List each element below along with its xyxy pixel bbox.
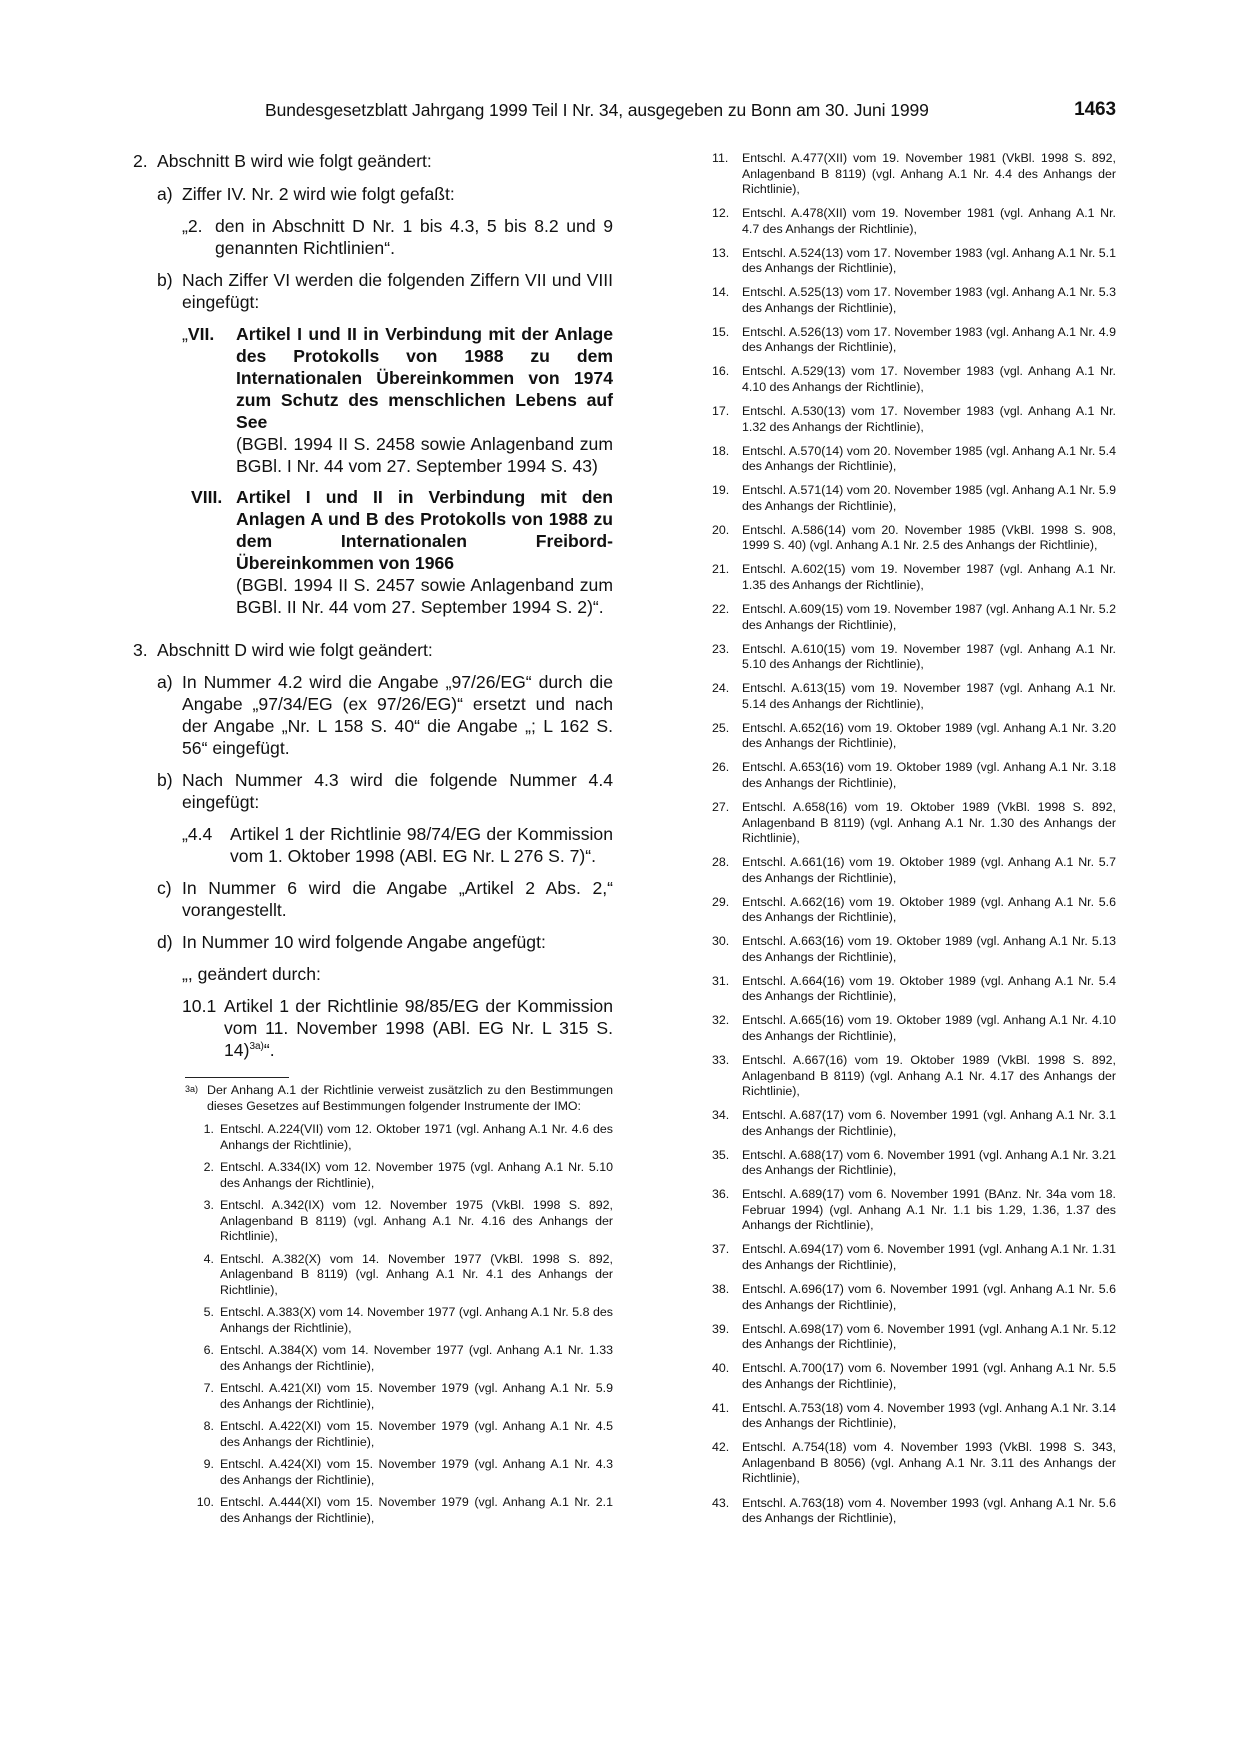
list-item: 18. Entschl. A.570(14) vom 20. November 1985 (vgl. Anhang A.1 Nr. 5.4 des Anhangs der Richtlinie), xyxy=(712,443,1116,474)
section-3c xyxy=(133,877,613,921)
section-3-number: 3. xyxy=(133,640,148,660)
list-item: 25. Entschl. A.652(16) vom 19. Oktober 1989 (vgl. Anhang A.1 Nr. 3.20 des Anhangs der Richtlinie), xyxy=(712,720,1116,751)
footnote-item: 7. Entschl. A.421(XI) vom 15. November 1979 (vgl. Anhang A.1 Nr. 5.9 des Anhangs der Richtlinie), xyxy=(203,1381,613,1411)
footnote-item: 9. Entschl. A.424(XI) vom 15. November 1979 (vgl. Anhang A.1 Nr. 4.3 des Anhangs der Richtlinie), xyxy=(203,1457,613,1487)
footnote-reference[interactable]: 3a) xyxy=(249,1041,264,1053)
section-2a-quote-text: den in Abschnitt D Nr. 1 bis 4.3, 5 bis 8.2 und 9 genannten Richtlinien“. xyxy=(215,216,613,258)
list-item: 38. Entschl. A.696(17) vom 6. November 1991 (vgl. Anhang A.1 Nr. 5.6 des Anhangs der Richtlinie), xyxy=(712,1282,1116,1312)
list-item: 17. Entschl. A.530(13) vom 17. November 1983 (vgl. Anhang A.1 Nr. 1.32 des Anhangs der Richtlinie), xyxy=(712,404,1116,434)
section-3a-text: In Nummer 4.2 wird die Angabe „97/26/EG“ durch die Angabe „97/34/EG (ex 97/26/EG)“ ersetzt und nach der Angabe „Nr. L 158 S. 40“ die Angabe „; L 162 S. 56“ eingefügt. xyxy=(182,672,613,758)
section-3 xyxy=(133,639,613,661)
list-item: 31. Entschl. A.664(16) vom 19. Oktober 1989 (vgl. Anhang A.1 Nr. 5.4 des Anhangs der Richtlinie), xyxy=(712,973,1116,1004)
list-item: 26. Entschl. A.653(16) vom 19. Oktober 1989 (vgl. Anhang A.1 Nr. 3.18 des Anhangs der Richtlinie), xyxy=(712,760,1116,790)
section-3b-label: b) xyxy=(157,770,173,790)
list-item: 37. Entschl. A.694(17) vom 6. November 1991 (vgl. Anhang A.1 Nr. 1.31 des Anhangs der Richtlinie), xyxy=(712,1242,1116,1272)
section-3d-quote-text: „, geändert durch: xyxy=(182,964,321,984)
clause-viii-text: (BGBl. 1994 II S. 2457 sowie Anlagenband zum BGBl. II Nr. 44 vom 27. September 1994 S. 2)“. xyxy=(236,575,613,617)
section-3c-label: c) xyxy=(157,878,172,898)
page-number: 1463 xyxy=(1074,99,1116,120)
running-title: Bundesgesetzblatt Jahrgang 1999 Teil I Nr. 34, ausgegeben zu Bonn am 30. Juni 1999 xyxy=(265,100,929,120)
list-item: 43. Entschl. A.763(18) vom 4. November 1993 (vgl. Anhang A.1 Nr. 5.6 des Anhangs der Richtlinie), xyxy=(712,1495,1116,1525)
list-item: 23. Entschl. A.610(15) vom 19. November 1987 (vgl. Anhang A.1 Nr. 5.10 des Anhangs der Richtlinie), xyxy=(712,641,1116,672)
section-2-text: Abschnitt B wird wie folgt geändert: xyxy=(157,151,432,171)
footnote-item: 6. Entschl. A.384(X) vom 14. November 1977 (vgl. Anhang A.1 Nr. 1.33 des Anhangs der Richtlinie), xyxy=(203,1343,613,1373)
footnote-item: 3. Entschl. A.342(IX) vom 12. November 1975 (VkBl. 1998 S. 892, Anlagenband B 8119) (vgl. Anhang A.1 Nr. 4.16 des Anhangs der Richtlinie), xyxy=(203,1198,613,1243)
section-3-text: Abschnitt D wird wie folgt geändert: xyxy=(157,640,433,660)
list-item: 13. Entschl. A.524(13) vom 17. November 1983 (vgl. Anhang A.1 Nr. 5.1 des Anhangs der Richtlinie), xyxy=(712,245,1116,276)
list-item: 36. Entschl. A.689(17) vom 6. November 1991 (BAnz. Nr. 34a vom 18. Februar 1994) (vgl. Anhang A.1 Nr. 1.1 bis 1.29, 1.36, 1.37 des Anhangs der Richtlinie), xyxy=(712,1187,1116,1233)
section-2a-quote xyxy=(133,215,613,259)
list-item: 11. Entschl. A.477(XII) vom 19. November 1981 (VkBl. 1998 S. 892, Anlagenband B 8119) (vgl. Anhang A.1 Nr. 4.4 des Anhangs der Richtlinie), xyxy=(712,151,1116,196)
list-item: 32. Entschl. A.665(16) vom 19. Oktober 1989 (vgl. Anhang A.1 Nr. 4.10 des Anhangs der Richtlinie), xyxy=(712,1013,1116,1043)
clause-viii-number: VIII. xyxy=(191,487,223,507)
list-item: 15. Entschl. A.526(13) vom 17. November 1983 (vgl. Anhang A.1 Nr. 4.9 des Anhangs der Richtlinie), xyxy=(712,324,1116,355)
clause-vii-marker: „VII. xyxy=(182,324,215,344)
list-item: 30. Entschl. A.663(16) vom 19. Oktober 1989 (vgl. Anhang A.1 Nr. 5.13 des Anhangs der Richtlinie), xyxy=(712,934,1116,964)
section-2a-quote-number: „2. xyxy=(182,216,203,236)
section-2b xyxy=(133,269,613,313)
section-3b-quote xyxy=(133,823,613,867)
section-3d-item-number: 10.1 xyxy=(182,996,217,1016)
list-item: 12. Entschl. A.478(XII) vom 19. November 1981 (vgl. Anhang A.1 Nr. 4.7 des Anhangs der Richtlinie), xyxy=(712,206,1116,236)
list-item: 20. Entschl. A.586(14) vom 20. November 1985 (VkBl. 1998 S. 908, 1999 S. 40) (vgl. Anhang A.1 Nr. 2.5 des Anhangs der Richtlinie), xyxy=(712,522,1116,553)
section-3d-item xyxy=(133,995,613,1061)
footnote-item: 5. Entschl. A.383(X) vom 14. November 1977 (vgl. Anhang A.1 Nr. 5.8 des Anhangs der Richtlinie), xyxy=(203,1305,613,1335)
section-3d-label: d) xyxy=(157,932,173,952)
footnote-item: 8. Entschl. A.422(XI) vom 15. November 1979 (vgl. Anhang A.1 Nr. 4.5 des Anhangs der Richtlinie), xyxy=(203,1419,613,1449)
list-item: 34. Entschl. A.687(17) vom 6. November 1991 (vgl. Anhang A.1 Nr. 3.1 des Anhangs der Richtlinie), xyxy=(712,1108,1116,1138)
list-item: 21. Entschl. A.602(15) vom 19. November 1987 (vgl. Anhang A.1 Nr. 1.35 des Anhangs der Richtlinie), xyxy=(712,562,1116,592)
section-2b-label: b) xyxy=(157,270,173,290)
list-item: 39. Entschl. A.698(17) vom 6. November 1991 (vgl. Anhang A.1 Nr. 5.12 des Anhangs der Richtlinie), xyxy=(712,1321,1116,1352)
section-3d-item-text: Artikel 1 der Richtlinie 98/85/EG der Kommission vom 11. November 1998 (ABl. EG Nr. L 315 S. 14) xyxy=(224,996,613,1060)
list-item: 40. Entschl. A.700(17) vom 6. November 1991 (vgl. Anhang A.1 Nr. 5.5 des Anhangs der Richtlinie), xyxy=(712,1361,1116,1391)
footnote-divider xyxy=(185,1077,289,1078)
section-2b-text: Nach Ziffer VI werden die folgenden Ziffern VII und VIII eingefügt: xyxy=(182,270,613,312)
section-3d-text: In Nummer 10 wird folgende Angabe angefügt: xyxy=(182,932,546,952)
section-3c-text: In Nummer 6 wird die Angabe „Artikel 2 Abs. 2,“ vorangestellt. xyxy=(182,878,613,920)
list-item: 19. Entschl. A.571(14) vom 20. November 1985 (vgl. Anhang A.1 Nr. 5.9 des Anhangs der Richtlinie), xyxy=(712,483,1116,513)
section-3b-quote-text: Artikel 1 der Richtlinie 98/74/EG der Kommission vom 1. Oktober 1998 (ABl. EG Nr. L 276 S. 7)“. xyxy=(230,824,613,866)
list-item: 41. Entschl. A.753(18) vom 4. November 1993 (vgl. Anhang A.1 Nr. 3.14 des Anhangs der Richtlinie), xyxy=(712,1400,1116,1431)
section-3d-quote xyxy=(133,963,613,985)
section-2 xyxy=(133,150,613,172)
clause-vii xyxy=(133,323,613,477)
footnote xyxy=(185,1083,613,1526)
list-item: 29. Entschl. A.662(16) vom 19. Oktober 1989 (vgl. Anhang A.1 Nr. 5.6 des Anhangs der Richtlinie), xyxy=(712,894,1116,925)
section-3a-label: a) xyxy=(157,672,173,692)
clause-vii-text: (BGBl. 1994 II S. 2458 sowie Anlagenband zum BGBl. I Nr. 44 vom 27. September 1994 S. 43) xyxy=(236,434,613,476)
list-item: 16. Entschl. A.529(13) vom 17. November 1983 (vgl. Anhang A.1 Nr. 4.10 des Anhangs der Richtlinie), xyxy=(712,364,1116,394)
list-item: 35. Entschl. A.688(17) vom 6. November 1991 (vgl. Anhang A.1 Nr. 3.21 des Anhangs der Richtlinie), xyxy=(712,1147,1116,1178)
footnote-item: 10. Entschl. A.444(XI) vom 15. November 1979 (vgl. Anhang A.1 Nr. 2.1 des Anhangs der Richtlinie), xyxy=(196,1495,613,1525)
section-3b-quote-number: „4.4 xyxy=(182,824,213,844)
list-item: 28. Entschl. A.661(16) vom 19. Oktober 1989 (vgl. Anhang A.1 Nr. 5.7 des Anhangs der Richtlinie), xyxy=(712,855,1116,885)
list-item: 27. Entschl. A.658(16) vom 19. Oktober 1989 (VkBl. 1998 S. 892, Anlagenband B 8119) (vgl. Anhang A.1 Nr. 1.30 des Anhangs der Richtlinie), xyxy=(712,800,1116,845)
section-3a xyxy=(133,671,613,759)
list-item: 24. Entschl. A.613(15) vom 19. November 1987 (vgl. Anhang A.1 Nr. 5.14 des Anhangs der Richtlinie), xyxy=(712,681,1116,711)
section-2a xyxy=(133,183,613,205)
list-item: 22. Entschl. A.609(15) vom 19. November 1987 (vgl. Anhang A.1 Nr. 5.2 des Anhangs der Richtlinie), xyxy=(712,602,1116,632)
left-column xyxy=(133,150,613,1533)
section-3b xyxy=(133,769,613,813)
footnote-list xyxy=(192,1122,613,1526)
section-3d xyxy=(133,931,613,953)
list-item: 33. Entschl. A.667(16) vom 19. Oktober 1989 (VkBl. 1998 S. 892, Anlagenband B 8119) (vgl. Anhang A.1 Nr. 4.17 des Anhangs der Richtlinie), xyxy=(712,1053,1116,1099)
running-header xyxy=(265,100,1116,121)
section-2-number: 2. xyxy=(133,151,148,171)
section-3b-text: Nach Nummer 4.3 wird die folgende Nummer 4.4 eingefügt: xyxy=(182,770,613,812)
footnote-item: 2. Entschl. A.334(IX) vom 12. November 1975 (vgl. Anhang A.1 Nr. 5.10 des Anhangs der Richtlinie), xyxy=(203,1160,613,1190)
list-item: 42. Entschl. A.754(18) vom 4. November 1993 (VkBl. 1998 S. 343, Anlagenband B 8056) (vgl. Anhang A.1 Nr. 3.11 des Anhangs der Richtlinie), xyxy=(712,1440,1116,1486)
section-2a-label: a) xyxy=(157,184,173,204)
footnote-item: 1. Entschl. A.224(VII) vom 12. Oktober 1971 (vgl. Anhang A.1 Nr. 4.6 des Anhangs der Richtlinie), xyxy=(203,1122,613,1152)
footnote-item: 4. Entschl. A.382(X) vom 14. November 1977 (VkBl. 1998 S. 892, Anlagenband B 8119) (vgl. Anhang A.1 Nr. 4.1 des Anhangs der Richtlinie), xyxy=(203,1251,613,1297)
footnote-intro-text: Der Anhang A.1 der Richtlinie verweist zusätzlich zu den Bestimmungen dieses Gesetzes auf Bestimmungen folgender Instrumente der IMO: xyxy=(207,1083,613,1113)
section-2a-text: Ziffer IV. Nr. 2 wird wie folgt gefaßt: xyxy=(182,184,455,204)
list-item: 14. Entschl. A.525(13) vom 17. November 1983 (vgl. Anhang A.1 Nr. 5.3 des Anhangs der Richtlinie), xyxy=(712,285,1116,315)
clause-viii xyxy=(133,486,613,618)
footnote-intro: 3a) Der Anhang A.1 der Richtlinie verweist zusätzlich zu den Bestimmungen dieses Gesetzes auf Bestimmungen folgender Instrumente der IMO: xyxy=(185,1083,613,1113)
right-column xyxy=(712,151,1116,1535)
clause-vii-heading: Artikel I und II in Verbindung mit der Anlage des Protokolls von 1988 zu dem Internationalen Übereinkommen von 1974 zum Schutz des menschlichen Lebens auf See xyxy=(236,324,613,432)
clause-viii-heading: Artikel I und II in Verbindung mit den Anlagen A und B des Protokolls von 1988 zu dem Internationalen Freibord-Übereinkommen von 1966 xyxy=(236,487,613,573)
section-3d-item-end: “. xyxy=(263,1040,275,1060)
